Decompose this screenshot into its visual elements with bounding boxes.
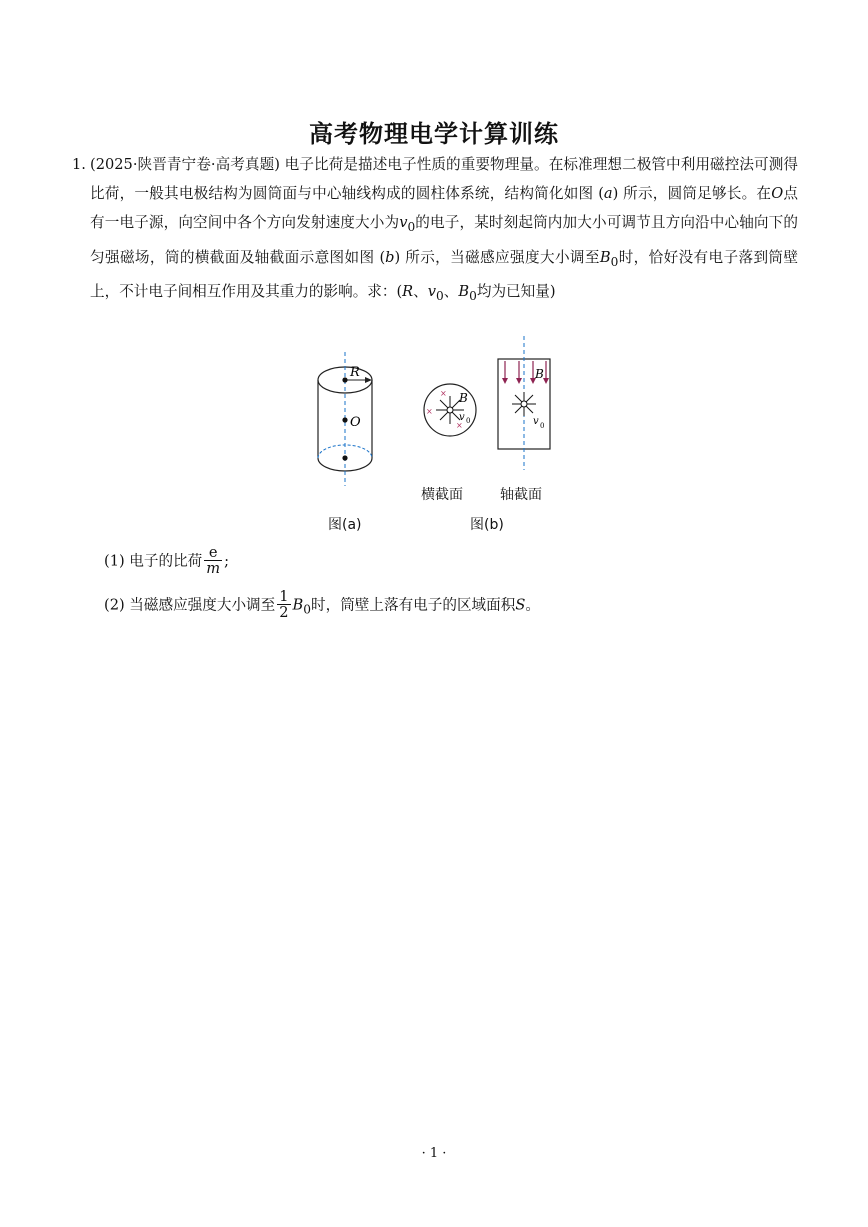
page-number: · 1 · <box>421 1146 447 1161</box>
caption-axial-section: 轴截面 <box>500 487 542 503</box>
cylinder-diagram <box>318 352 372 486</box>
problem-statement: 1. (2025·陕晋青宁卷·高考真题) 电子比荷是描述电子性质的重要物理量。在标准理想二极管中利用磁控法可测得比荷，一般其电极结构为圆筒面与中心轴线构成的圆柱体系统，结构简化如图 (a) 所示，圆筒足够长。在O点有一电子源，向空间中各个方向发射速度大小为$v_0$的电子，某时刻起筒内加大小可调节且方向沿中心轴向下的匀强磁场，筒的横截面及轴截面示意图如图 (b) 所示，当磁感应强度大小调至$B_0$时，恰好没有电子落到筒壁上，不计电子间相互作用及其重力的影响。求：(R、$v_0$、$B_0$均为已知量) <box>90 150 798 311</box>
question-2: (2) 当磁感应强度大小调至 $\frac{1}{2}$ $B_0$时，筒壁上落有电子的区域面积S。 <box>104 588 540 621</box>
label-v-axial: v <box>533 416 539 427</box>
caption-figure-a: 图(a) <box>328 517 362 533</box>
axial-section-diagram <box>498 336 550 470</box>
charge-mass-fraction: $\frac{e}{m}$ <box>206 544 221 577</box>
label-O: O <box>350 415 361 430</box>
figure <box>300 334 570 534</box>
svg-text:×: × <box>440 389 447 398</box>
svg-text:0: 0 <box>466 417 471 425</box>
svg-text:×: × <box>456 421 463 430</box>
problem-source: (2025·陕晋青宁卷·高考真题) <box>90 156 280 173</box>
label-B-cross: B <box>459 391 468 405</box>
caption-cross-section: 横截面 <box>421 487 463 503</box>
question-1: (1) 电子的比荷 $\frac{e}{m}$ ; <box>104 544 230 577</box>
problem-number: 1. <box>72 156 86 173</box>
svg-text:0: 0 <box>540 422 545 430</box>
label-v-cross: v <box>459 412 465 423</box>
label-R: R <box>350 365 360 380</box>
cross-section-diagram <box>424 384 476 436</box>
figure-diagram <box>300 334 570 534</box>
page-title: 高考物理电学计算训练 <box>309 119 559 148</box>
caption-figure-b: 图(b) <box>470 517 504 533</box>
label-B-axial: B <box>535 367 544 381</box>
svg-text:×: × <box>426 407 433 416</box>
half-fraction: $\frac{1}{2}$ <box>279 588 289 621</box>
